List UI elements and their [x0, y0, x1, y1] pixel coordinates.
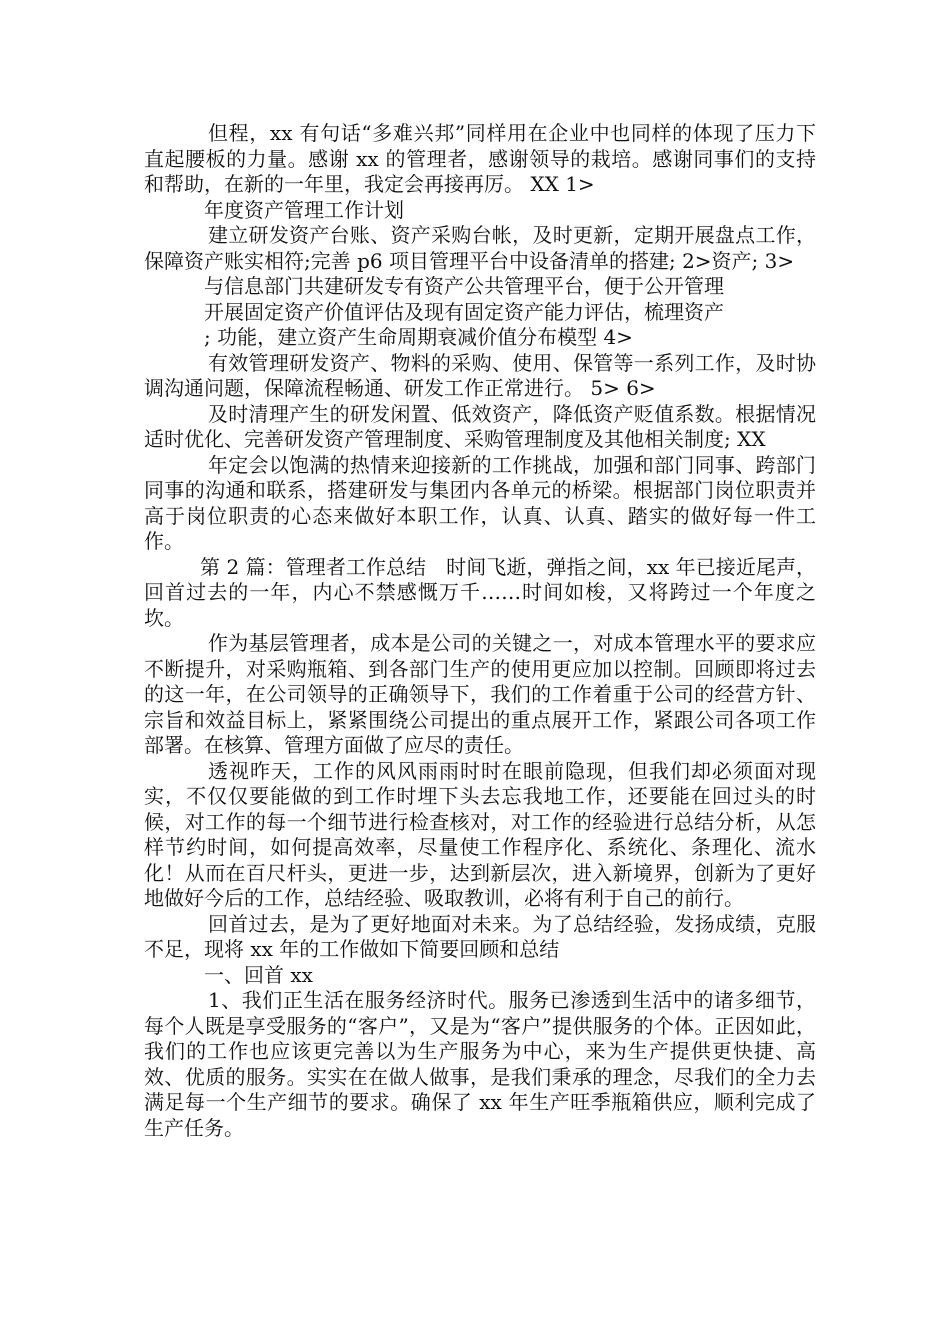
paragraph-shared-platform: 与信息部门共建研发专有资产公共管理平台，便于公开管理 — [204, 274, 724, 298]
document-page — [144, 121, 816, 1141]
paragraph-thanks: 但程，xx 有句话“多难兴邦”同样用在企业中也同样的体现了压力下直起腰板的力量。感谢 xx 的管理者，感谢领导的栽培。感谢同事们的支持和帮助，在新的一年里，我定会再接再厉。 XX 1> — [144, 121, 816, 196]
paragraph-lifecycle-model: ; 功能，建立资产生命周期衰减价值分布模型 4> — [204, 325, 633, 349]
paragraph-new-challenges: 年定会以饱满的热情来迎接新的工作挑战，加强和部门同事、跨部门同事的沟通和联系，搭建研发与集团内各单元的桥梁。根据部门岗位职责并高于岗位职责的心态来做好本职工作，认真、认真、踏实的做好每一件工作。 — [144, 452, 816, 553]
paragraph-asset-ledger: 建立研发资产台账、资产采购台帐，及时更新，定期开展盘点工作，保障资产账实相符;完善 p6 项目管理平台中设备清单的搭建; 2>资产; 3> — [144, 223, 816, 273]
paragraph-procurement-management: 有效管理研发资产、物料的采购、使用、保管等一系列工作，及时协调沟通问题，保障流程畅通、研发工作正常进行。 5> 6> — [144, 350, 816, 400]
paragraph-idle-assets: 及时清理产生的研发闲置、低效资产，降低资产贬值系数。根据情况适时优化、完善研发资产管理制度、采购管理制度及其他相关制度; XX — [144, 401, 816, 451]
paragraph-service-economy: 1、我们正生活在服务经济时代。服务已渗透到生活中的诸多细节，每个人既是享受服务的“客户”，又是为“客户”提供服务的个体。正因如此，我们的工作也应该更完善以为生产服务为中心，来为生产提供更快捷、高效、优质的服务。实实在在做人做事，是我们秉承的理念，尽我们的全力去满足每一个生产细节的要求。确保了 xx 年生产旺季瓶箱供应，顺利完成了生产任务。 — [144, 988, 816, 1140]
section-heading-asset-plan: 年度资产管理工作计划 — [204, 197, 404, 222]
section-heading-review: 一、回首 xx — [204, 962, 313, 987]
paragraph-cost-management: 作为基层管理者，成本是公司的关键之一，对成本管理水平的要求应不断提升，对采购瓶箱、到各部门生产的使用更应加以控制。回顾即将过去的这一年，在公司领导的正确领导下，我们的工作着重于公司的经营方针、宗旨和效益目标上，紧紧围绕公司提出的重点展开工作，紧跟公司各项工作部署。在核算、管理方面做了应尽的责任。 — [144, 631, 816, 757]
paragraph-review-intro: 回首过去，是为了更好地面对未来。为了总结经验，发扬成绩，克服不足，现将 xx 年的工作做如下简要回顾和总结 — [144, 911, 816, 961]
paragraph-reflection: 透视昨天，工作的风风雨雨时时在眼前隐现，但我们却必须面对现实，不仅仅要能做的到工作时埋下头去忘我地工作，还要能在回过头的时候，对工作的每一个细节进行检查核对，对工作的经验进行总结分析，从怎样节约时间，如何提高效率，尽量使工作程序化、系统化、条理化、流水化！从而在百尺杆头，更进一步，达到新层次，进入新境界，创新为了更好地做好今后的工作，总结经验、吸取教训，必将有利于自己的前行。 — [144, 758, 816, 910]
paragraph-part-two-intro: 第 2 篇：管理者工作总结 时间飞逝，弹指之间，xx 年已接近尾声，回首过去的一年，内心不禁感慨万千……时间如梭，又将跨过一个年度之坎。 — [144, 554, 816, 630]
paragraph-asset-valuation: 开展固定资产价值评估及现有固定资产能力评估，梳理资产 — [204, 299, 724, 324]
